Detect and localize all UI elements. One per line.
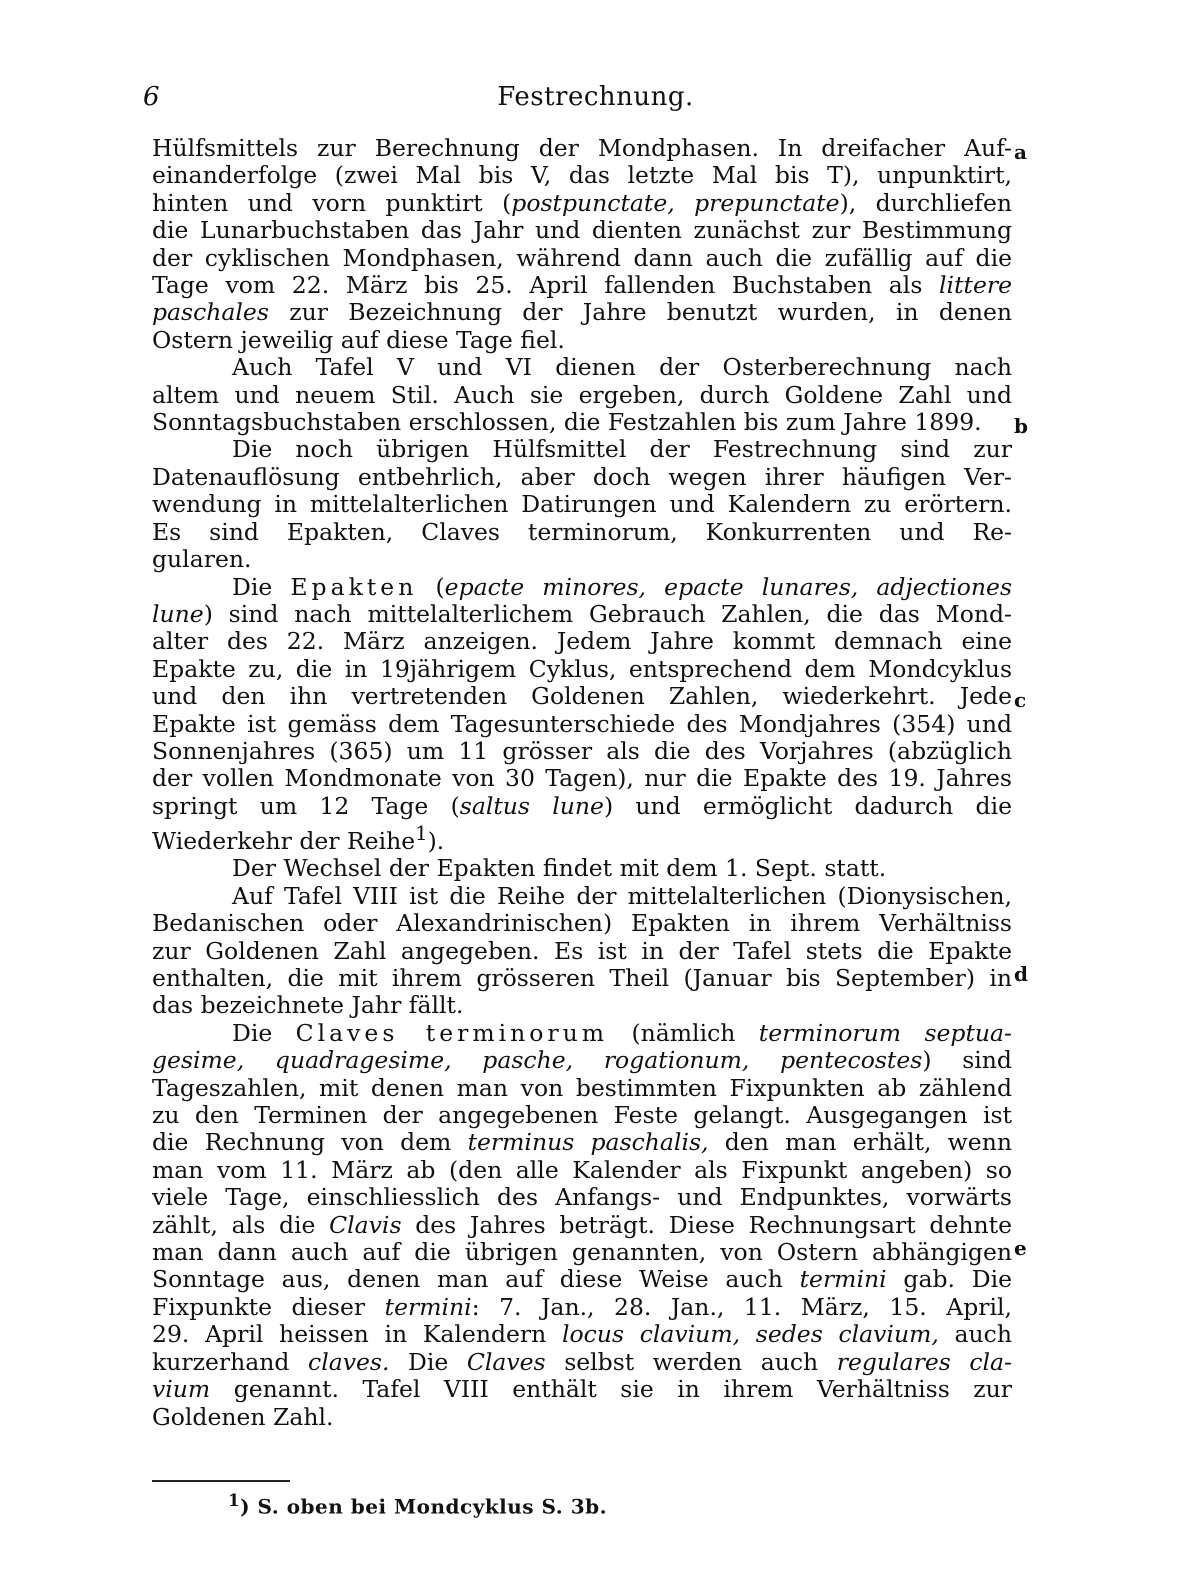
text-line: Auch Tafel V und VI dienen der Osterberechnung nach	[232, 353, 1012, 382]
text-line: hinten und vorn punktirt (postpunctate, prepunctate), durchliefen	[152, 188, 1012, 217]
text-line: Hülfsmittels zur Berechnung der Mondphasen. In dreifacher Auf-	[152, 134, 1012, 162]
text-line: zur Goldenen Zahl angegeben. Es ist in der Tafel stets die Epakte	[152, 936, 1012, 965]
text-line: 29. April heissen in Kalendern locus clavium, sedes clavium, auch	[152, 1320, 1012, 1349]
text-line: viele Tage, einschliesslich des Anfangs- und Endpunktes, vorwärts	[152, 1183, 1012, 1212]
text-line: springt um 12 Tage (saltus lune) und ermöglicht dadurch die	[152, 791, 1013, 820]
margin-marker-e: e	[1014, 1236, 1027, 1260]
text-line: man vom 11. März ab (den alle Kalender als Fixpunkt angeben) so	[152, 1155, 1012, 1184]
text-line: das bezeichnete Jahr fällt.	[152, 991, 464, 1020]
text-line: Epakte zu, die in 19jährigem Cyklus, entsprechend dem Mondcyklus	[152, 654, 1012, 683]
text-line: Tage vom 22. März bis 25. April fallenden Buchstaben als littere	[152, 271, 1012, 300]
text-line: Bedanischen oder Alexandrinischen) Epakten in ihrem Verhältniss	[152, 909, 1012, 938]
margin-marker-a: a	[1014, 140, 1027, 164]
text-line: Der Wechsel der Epakten findet mit dem 1. Sept. statt.	[232, 854, 887, 883]
running-title: Festrechnung.	[497, 82, 694, 112]
text-line: vium genannt. Tafel VIII enthält sie in ihrem Verhältniss zur	[152, 1375, 1012, 1404]
text-line: Datenauflösung entbehrlich, aber doch wegen ihrer häufigen Ver-	[152, 462, 1012, 491]
text-line: die Lunarbuchstaben das Jahr und dienten zunächst zur Bestimmung	[152, 216, 1012, 245]
text-line: Sonntagsbuchstaben erschlossen, die Festzahlen bis zum Jahre 1899.	[152, 408, 982, 437]
text-line: Ostern jeweilig auf diese Tage fiel.	[152, 325, 565, 354]
text-line: kurzerhand claves. Die Claves selbst werden auch regulares cla-	[152, 1347, 1012, 1376]
text-line: Sonntage aus, denen man auf diese Weise auch termini gab. Die	[152, 1265, 1012, 1294]
text-line: gularen.	[152, 545, 252, 574]
text-line: der vollen Mondmonate von 30 Tagen), nur die Epakte des 19. Jahres	[152, 764, 1012, 793]
text-line: lune) sind nach mittelalterlichem Gebrauch Zahlen, die das Mond-	[152, 599, 1012, 628]
margin-marker-d: d	[1014, 962, 1028, 986]
text-line: und den ihn vertretenden Goldenen Zahlen, wiederkehrt. Jede	[152, 682, 1012, 711]
text-line: zählt, als die Clavis des Jahres beträgt. Diese Rechnungsart dehnte	[152, 1210, 1013, 1239]
text-line: paschales zur Bezeichnung der Jahre benutzt wurden, in denen	[152, 298, 1012, 327]
footnote-rule	[152, 1480, 290, 1482]
margin-marker-c: c	[1014, 688, 1027, 712]
footnote-text: S. oben bei Mondcyklus S. 3b.	[257, 1494, 608, 1519]
text-line: man dann auch auf die übrigen genannten, von Ostern abhängigen	[152, 1238, 1012, 1267]
text-line: Epakte ist gemäss dem Tagesunterschiede des Mondjahres (354) und	[152, 709, 1012, 738]
text-line: alter des 22. März anzeigen. Jedem Jahre kommt demnach eine	[152, 627, 1012, 656]
footnote: $^1$) S. oben bei Mondcyklus S. 3b.	[228, 1490, 608, 1519]
text-line: gesime, quadragesime, pasche, rogationum, pentecostes) sind	[152, 1046, 1012, 1075]
body-text	[152, 135, 1012, 1431]
text-line: wendung in mittelalterlichen Datirungen und Kalendern zu erörtern.	[152, 490, 1012, 519]
text-line: die Rechnung von dem terminus paschalis, den man erhält, wenn	[152, 1128, 1012, 1157]
text-line: Fixpunkte dieser termini: 7. Jan., 28. Jan., 11. März, 15. April,	[152, 1292, 1012, 1321]
page-number: 6	[143, 82, 160, 112]
margin-marker-b: b	[1014, 414, 1028, 438]
text-line: enthalten, die mit ihrem grösseren Theil (Januar bis September) in	[152, 964, 1012, 993]
text-line: Auf Tafel VIII ist die Reihe der mittelalterlichen (Dionysischen,	[232, 881, 1012, 910]
text-line: Sonnenjahres (365) um 11 grösser als die des Vorjahres (abzüglich	[152, 736, 1012, 765]
footnote-marker: 1	[228, 1490, 241, 1510]
text-line: zu den Terminen der angegebenen Feste gelangt. Ausgegangen ist	[152, 1101, 1012, 1130]
text-line: Goldenen Zahl.	[152, 1402, 334, 1431]
text-line: der cyklischen Mondphasen, während dann auch die zufällig auf die	[152, 243, 1012, 272]
text-line: Es sind Epakten, Claves terminorum, Konkurrenten und Re-	[152, 517, 1012, 546]
text-line: Die Claves terminorum (nämlich terminorum septua-	[232, 1018, 1012, 1047]
text-line: Tageszahlen, mit denen man von bestimmten Fixpunkten ab zählend	[152, 1073, 1012, 1102]
text-line: Die noch übrigen Hülfsmittel der Festrechnung sind zur	[232, 435, 1012, 464]
text-line: Wiederkehr der Reihe$^1$).	[152, 822, 445, 855]
footnote-ref: 1	[415, 822, 428, 846]
text-line: Die Epakten (epacte minores, epacte lunares, adjectiones	[232, 572, 1012, 601]
text-line: einanderfolge (zwei Mal bis V, das letzte Mal bis T), unpunktirt,	[152, 161, 1012, 190]
text-line: altem und neuem Stil. Auch sie ergeben, durch Goldene Zahl und	[152, 380, 1012, 409]
